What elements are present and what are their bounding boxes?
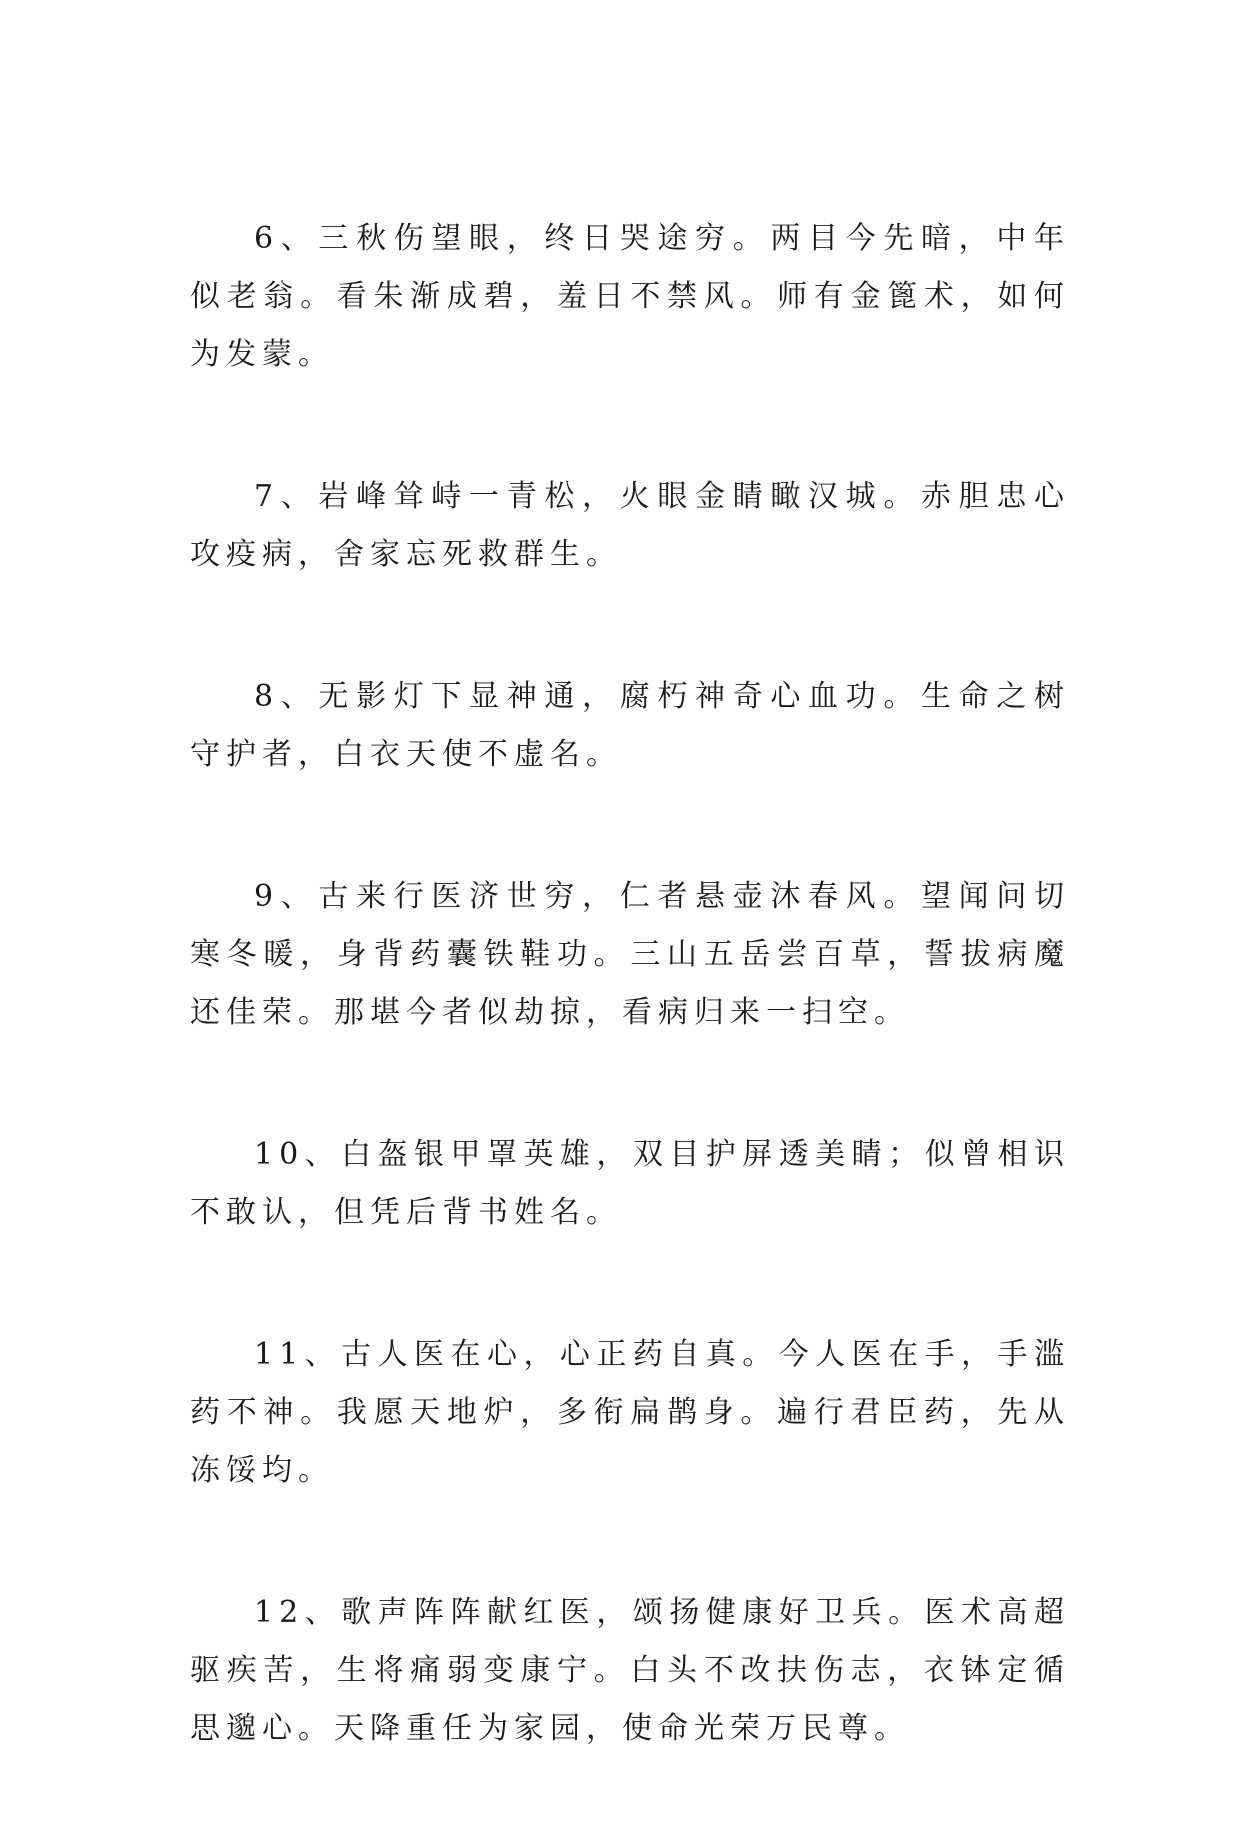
paragraph-12: 12、歌声阵阵献红医，颂扬健康好卫兵。医术高超驱疾苦，生将痛弱变康宁。白头不改扶伤志，衣钵定循思邈心。天降重任为家园，使命光荣万民尊。 [190, 1595, 1070, 1746]
paragraph-10: 10、白盔银甲罩英雄，双目护屏透美睛；似曾相识不敢认，但凭后背书姓名。 [190, 1137, 1070, 1230]
paragraph-7: 7、岩峰耸峙一青松，火眼金睛瞰汉城。赤胆忠心攻疫病，舍家忘死救群生。 [190, 479, 1070, 572]
document-body [190, 210, 1070, 1842]
paragraph-11: 11、古人医在心，心正药自真。今人医在手，手滥药不神。我愿天地炉，多衔扁鹊身。遍行君臣药，先从冻馁均。 [190, 1337, 1070, 1488]
paragraph-9: 9、古来行医济世穷，仁者悬壶沐春风。望闻问切寒冬暖，身背药囊铁鞋功。三山五岳尝百草，誓拔病魔还佳荣。那堪今者似劫掠，看病归来一扫空。 [190, 879, 1070, 1030]
paragraph-8: 8、无影灯下显神通，腐朽神奇心血功。生命之树守护者，白衣天使不虚名。 [190, 679, 1070, 772]
paragraph-6: 6、三秋伤望眼，终日哭途穷。两目今先暗，中年似老翁。看朱渐成碧，羞日不禁风。师有金篦术，如何为发蒙。 [190, 221, 1070, 372]
